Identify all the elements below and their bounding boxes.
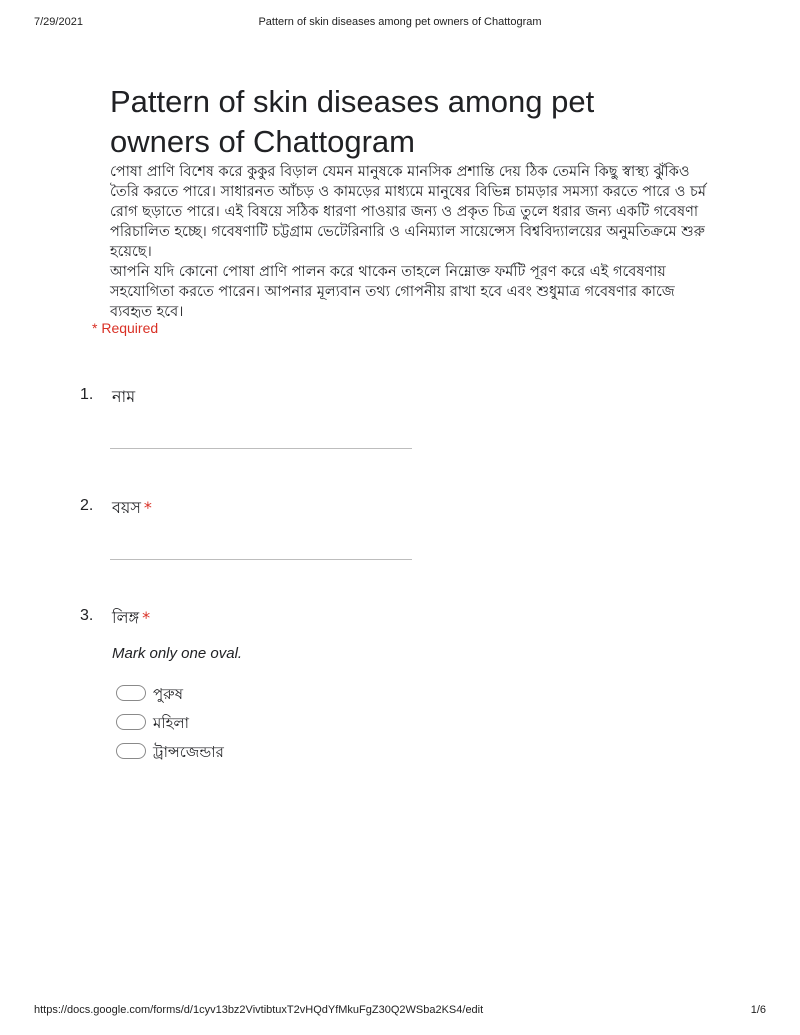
radio-oval[interactable]: [116, 685, 146, 701]
question-number: 3.: [80, 607, 94, 624]
radio-oval[interactable]: [116, 714, 146, 730]
description-paragraph-1: পোষা প্রাণি বিশেষ করে কুকুর বিড়াল যেমন মানুষকে মানসিক প্রশান্তি দেয় ঠিক তেমনি কিছু স্বাস্থ্য ঝুঁকিও তৈরি করতে পারে। সাধারনত আঁচড় ও কামড়ের মাধ্যমে মানুষের বিভিন্ন চামড়ার সমস্যা করতে পারে ও চর্ম রোগ ছড়াতে পারে। এই বিষয়ে সঠিক ধারণা পাওয়ার জন্য ও প্রকৃত চিত্র তুলে ধরার জন্য একটি গবেষণা পরিচালিত হচ্ছে। গবেষণাটি চট্টগ্রাম ভেটেরিনারি ও এনিম্যাল সায়েন্সেস বিশ্ববিদ্যালয়ের অনুমতিক্রমে শুরু হয়েছে।: [110, 164, 706, 260]
print-date: 7/29/2021: [34, 16, 83, 28]
question-label-text: বয়স: [112, 498, 141, 517]
form-description: [110, 162, 710, 322]
print-footer: [34, 1004, 766, 1018]
required-asterisk: *: [143, 498, 152, 517]
question-instruction: Mark only one oval.: [112, 645, 243, 662]
question-number: 1.: [80, 386, 94, 403]
question-label-text: লিঙ্গ: [112, 608, 140, 627]
age-answer-field[interactable]: [110, 559, 412, 560]
option-label: পুরুষ: [153, 685, 183, 703]
form-title: Pattern of skin diseases among pet owners of Chattogram: [110, 84, 595, 159]
required-note: * Required: [92, 320, 159, 336]
question-number: 2.: [80, 497, 94, 514]
question-label-text: নাম: [112, 387, 136, 406]
print-document-title: Pattern of skin diseases among pet owners of Chattogram: [258, 16, 542, 28]
name-answer-field[interactable]: [110, 448, 412, 449]
print-header: [34, 16, 766, 30]
description-paragraph-2: আপনি যদি কোনো পোষা প্রাণি পালন করে থাকেন তাহলে নিম্নোক্ত ফর্মটি পূরণ করে এই গবেষণায় সহযোগিতা করতে পারেন। আপনার মূল্যবান তথ্য গোপনীয় রাখা হবে এবং শুধুমাত্র গবেষণার কাজে ব্যবহৃত হবে।: [110, 264, 675, 320]
page-number: 1/6: [750, 1004, 766, 1016]
question-label: [112, 384, 135, 411]
radio-oval[interactable]: [116, 743, 146, 759]
print-url: https://docs.google.com/forms/d/1cyv13bz2VivtibtuxT2vHQdYfMkuFgZ30Q2WSba2KS4/edit: [34, 1004, 484, 1016]
option-label: মহিলা: [153, 714, 190, 732]
required-asterisk: *: [142, 608, 151, 627]
option-label: ট্রান্সজেন্ডার: [153, 743, 224, 761]
question-label: [112, 495, 152, 522]
question-label: [112, 605, 150, 632]
